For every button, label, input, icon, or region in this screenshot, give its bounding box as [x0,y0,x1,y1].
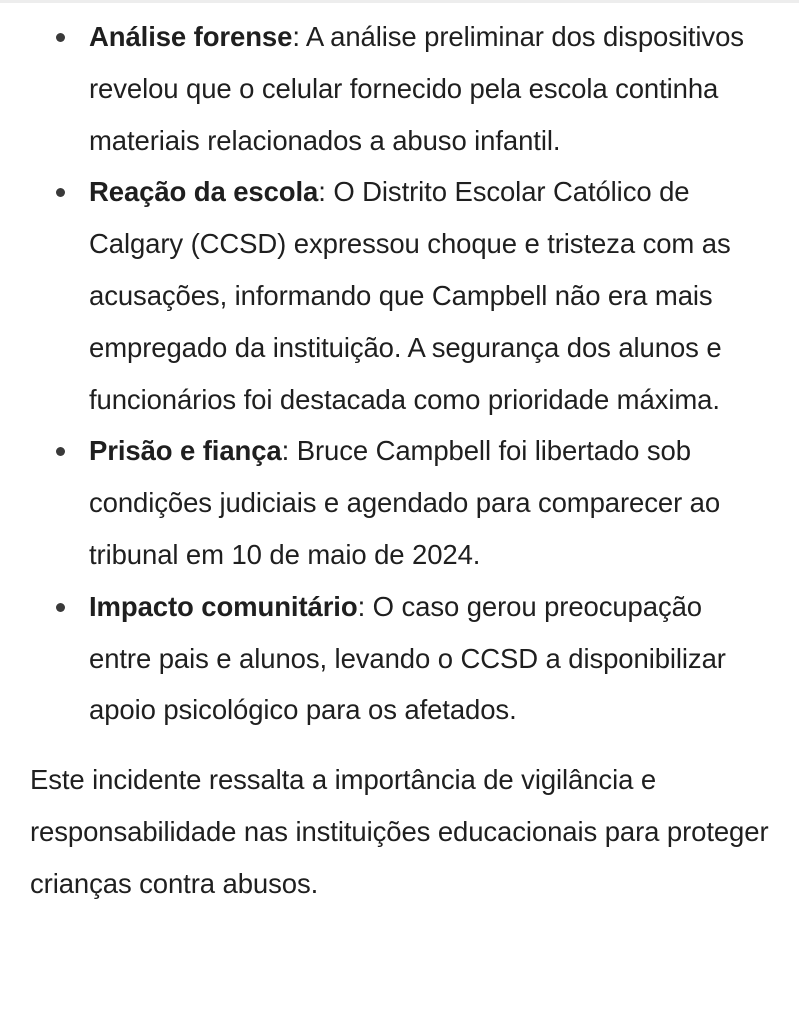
bullet-list [0,11,799,736]
item-term: Análise forense [89,21,293,52]
list-item [0,11,799,166]
item-text: : O Distrito Escolar Católico de Calgary (CCSD) expressou choque e tristeza com as acusações, informando que Campbell não era mais empregado da instituição. A segurança dos alunos e funcionários foi destacada como prioridade máxima. [89,176,731,415]
top-divider [0,0,799,3]
list-item [0,425,799,580]
bullet-icon [56,33,65,42]
item-term: Reação da escola [89,176,319,208]
bullet-icon [56,447,65,456]
closing-paragraph: Este incidente ressalta a importância de vigilância e responsabilidade nas instituições educacionais para proteger crianças contra abusos. [30,764,769,899]
item-term: Prisão e fiança [89,435,282,467]
item-text: : A análise preliminar dos dispositivos revelou que o celular fornecido pela escola continha materiais relacionados a abuso infantil. [89,21,744,156]
bullet-icon [56,188,65,197]
item-term: Impacto comunitário [89,590,358,622]
message-content [0,11,799,910]
list-item [0,581,799,736]
item-text: : O caso gerou preocupação entre pais e alunos, levando o CCSD a disponibilizar apoio psicológico para os afetados. [89,590,726,726]
item-text: : Bruce Campbell foi libertado sob condições judiciais e agendado para comparecer ao tribunal em 10 de maio de 2024. [89,435,721,570]
list-item [0,166,799,425]
bullet-icon [56,603,65,612]
